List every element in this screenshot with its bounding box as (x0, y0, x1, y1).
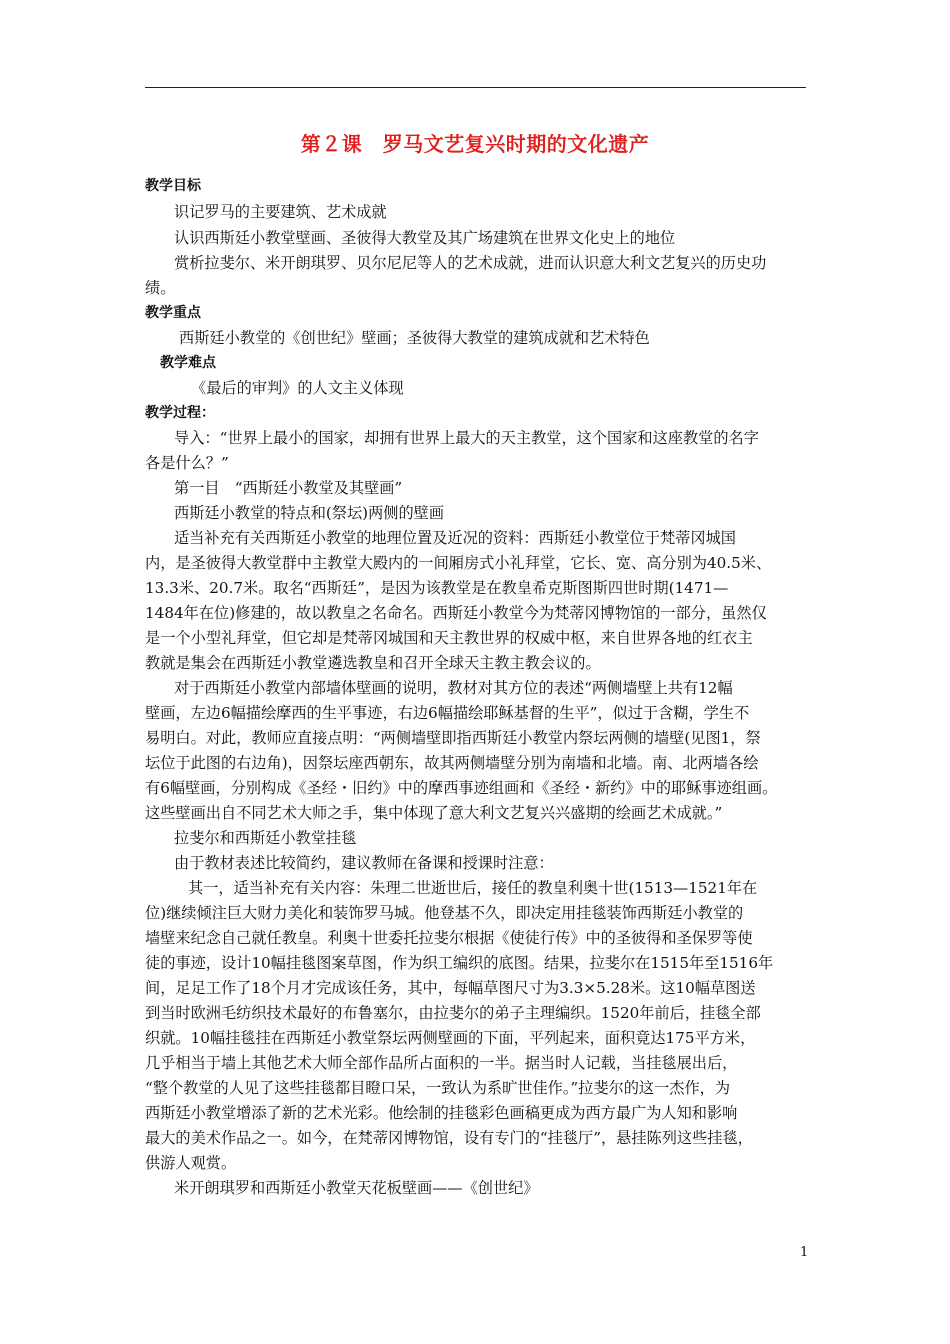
text-line: 壁画，左边6幅描绘摩西的生平事迹，右边6幅描绘耶稣基督的生平”，似过于含糊，学生不 (145, 704, 750, 722)
text-line: 13.3米、20.7米。取名“西斯廷”，是因为该教堂是在教皇希克斯图斯四世时期(1471— (145, 579, 729, 597)
text-line: 间，足足工作了18个月才完成该任务，其中，每幅草图尺寸为3.3×5.28米。这10幅草图送 (145, 979, 756, 997)
section-heading: 教学难点 (160, 355, 216, 371)
text-line: 徒的事迹，设计10幅挂毯图案草图，作为织工编织的底图。结果，拉斐尔在1515年至1516年 (145, 954, 774, 972)
text-line: 1484年在位)修建的，故以教皇之名命名。西斯廷小教堂今为梵蒂冈博物馆的一部分，虽然仅 (145, 604, 767, 622)
text-line: 内，是圣彼得大教堂群中主教堂大殿内的一间厢房式小礼拜堂，它长、宽、高分别为40.5米、 (145, 554, 772, 572)
text-line: 认识西斯廷小教堂壁画、圣彼得大教堂及其广场建筑在世界文化史上的地位 (174, 229, 676, 247)
text-line: 有6幅壁画，分别构成《圣经・旧约》中的摩西事迹组画和《圣经・新约》中的耶稣事迹组画。 (145, 779, 778, 797)
text-line: 是一个小型礼拜堂，但它却是梵蒂冈城国和天主教世界的权威中枢，来自世界各地的红衣主 (145, 629, 753, 647)
text-line: 到当时欧洲毛纺织技术最好的布鲁塞尔，由拉斐尔的弟子主理编织。1520年前后，挂毯全部 (145, 1004, 761, 1022)
text-line: 赏析拉斐尔、米开朗琪罗、贝尔尼尼等人的艺术成就，进而认识意大利文艺复兴的历史功 (174, 254, 767, 272)
text-line: 织就。10幅挂毯挂在西斯廷小教堂祭坛两侧壁画的下面，平列起来，面积竟达175平方米， (145, 1029, 756, 1047)
text-line: 西斯廷小教堂的特点和(祭坛)两侧的壁画 (174, 504, 445, 522)
text-line: 供游人观赏。 (145, 1154, 237, 1172)
text-line: 坛位于此图的右边角)，因祭坛座西朝东，故其两侧墙壁分别为南墙和北墙。南、北两墙各绘 (145, 754, 759, 772)
page-number: 1 (800, 1245, 809, 1260)
header-rule (145, 87, 806, 88)
text-line: 导入：“世界上最小的国家，却拥有世界上最大的天主教堂，这个国家和这座教堂的名字 (174, 429, 759, 447)
text-line: 识记罗马的主要建筑、艺术成就 (174, 203, 387, 221)
text-line: 墙壁来纪念自己就任教皇。利奥十世委托拉斐尔根据《使徒行传》中的圣彼得和圣保罗等使 (145, 929, 753, 947)
section-heading: 教学过程： (145, 405, 215, 421)
text-line: 这些壁画出自不同艺术大师之手，集中体现了意大利文艺复兴兴盛期的绘画艺术成就。” (145, 804, 723, 822)
text-line: 最大的美术作品之一。如今，在梵蒂冈博物馆，设有专门的“挂毯厅”，悬挂陈列这些挂毯， (145, 1129, 753, 1147)
text-line: 位)继续倾注巨大财力美化和装饰罗马城。他登基不久，即决定用挂毯装饰西斯廷小教堂的 (145, 904, 744, 922)
text-line: 由于教材表述比较简约，建议教师在备课和授课时注意： (174, 854, 554, 872)
text-line: “整个教堂的人见了这些挂毯都目瞪口呆，一致认为系旷世佳作。”拉斐尔的这一杰作，为 (145, 1079, 731, 1097)
text-line: 教就是集会在西斯廷小教堂遴选教皇和召开全球天主教主教会议的。 (145, 654, 601, 672)
section-heading: 教学重点 (145, 305, 201, 321)
text-line: 几乎相当于墙上其他艺术大师全部作品所占面积的一半。据当时人记载，当挂毯展出后， (145, 1054, 738, 1072)
text-line: 各是什么？” (145, 454, 229, 472)
text-line: 米开朗琪罗和西斯廷小教堂天花板壁画——《创世纪》 (174, 1179, 539, 1197)
text-line: 拉斐尔和西斯廷小教堂挂毯 (174, 829, 357, 847)
text-line: 适当补充有关西斯廷小教堂的地理位置及近况的资料：西斯廷小教堂位于梵蒂冈城国 (174, 529, 736, 547)
text-line: 西斯廷小教堂增添了新的艺术光彩。他绘制的挂毯彩色画稿更成为西方最广为人知和影响 (145, 1104, 738, 1122)
section-heading: 教学目标 (145, 178, 201, 194)
text-line: 《最后的审判》的人文主义体现 (191, 379, 404, 397)
text-line: 易明白。对此，教师应直接点明：“两侧墙壁即指西斯廷小教堂内祭坛两侧的墙壁(见图1，祭 (145, 729, 761, 747)
text-line: 第一目 “西斯廷小教堂及其壁画” (174, 479, 403, 497)
text-line: 对于西斯廷小教堂内部墙体壁画的说明，教材对其方位的表述“两侧墙壁上共有12幅 (174, 679, 733, 697)
text-line: 其一，适当补充有关内容：朱理二世逝世后，接任的教皇利奥十世(1513—1521年在 (188, 879, 758, 897)
lesson-title: 第２课 罗马文艺复兴时期的文化遗产 (300, 132, 650, 156)
text-line: 绩。 (145, 279, 176, 297)
text-line: 西斯廷小教堂的《创世纪》壁画；圣彼得大教堂的建筑成就和艺术特色 (179, 329, 650, 347)
